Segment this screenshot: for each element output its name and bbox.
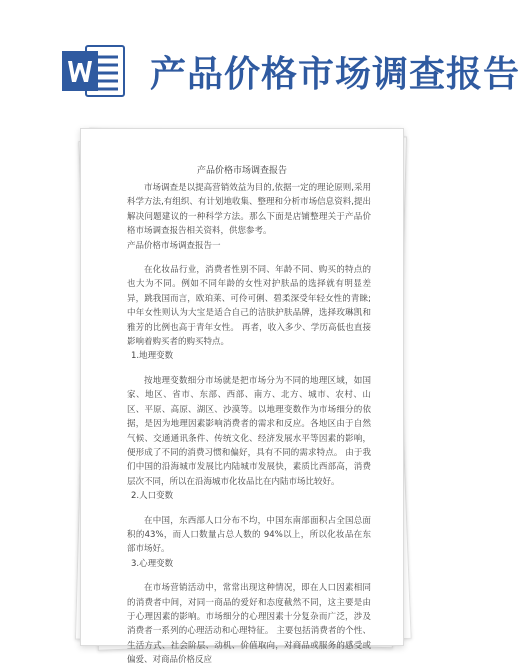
subheading: 3.心理变数 — [131, 558, 174, 569]
paragraph: 在市场营销活动中，常常出现这种情况，即在人口因素相同的消费者中间，对同一商品的爱好和态度截然不同，这主要是由于心理因素的影响。市场细分的心理因素十分复杂而广泛，涉及消费者一系列的心理活动和心理特征。 主要包括消费者的个性、生活方式、社会阶层、动机、价值取向，对商品或服务的感受或偏爱、对商品价格反应 — [127, 583, 371, 666]
banner-title: 产品价格市场调查报告 — [150, 54, 520, 95]
intro-paragraph: 市场调查是以提高营销效益为目的,依据一定的理论原则,采用科学方法,有组织、有计划地收集、整理和分析市场信息资料,提出解决问题建议的一种科学方法。那么下面是店铺整理关于产品价格市场调查报告相关资料，供您参考。 — [127, 183, 371, 237]
paragraph: 按地理变数细分市场就是把市场分为不同的地理区域，如国家、地区、省市、东部、西部、南方、北方、城市、农村、山区、平原、高原、湖区、沙漠等。以地理变数作为市场细分的依据，是因为地理因素影响消费者的需求和反应。各地区由于自然气候、交通通讯条件、传统文化、经济发展水平等因素的影响，便形成了不同的消费习惯和偏好，具有不同的需求特点。 由于我们中国的沿海城市发展比内陆城市发展快，素质比西部高，消费层次不同，所以在沿海城市化妆品比在内陆市场比较好。 — [127, 375, 371, 487]
word-document-icon — [62, 42, 126, 100]
section-heading: 产品价格市场调查报告一 — [127, 240, 221, 251]
subheading: 1.地理变数 — [131, 351, 174, 362]
subheading: 2.人口变数 — [131, 491, 174, 502]
document-title: 产品价格市场调查报告 — [196, 166, 287, 176]
banner-header — [0, 0, 520, 110]
paragraph: 在化妆品行业，消费者性别不同、年龄不同、购买的特点的也大为不同。例如不同年龄的女性对护肤品的选择就有明显差异，跳我国而言，欧珀莱、可伶可俐、碧柔深受年轻女性的青睐;中年女性则认为大宝是适合自己的洁肤护肤品牌，选择玫琳凯和雅芳的比例也高于青年女性。 再者，收入多少、学历高低也直接影响着购买者的购买特点。 — [127, 265, 371, 348]
paragraph: 在中国，东西部人口分布不均，中国东南部面积占全国总面积的43%，而人口数量占总人数的 94%以上，所以化妆品在东部市场好。 — [127, 515, 371, 555]
document-body — [127, 181, 371, 668]
document-page — [80, 128, 404, 666]
